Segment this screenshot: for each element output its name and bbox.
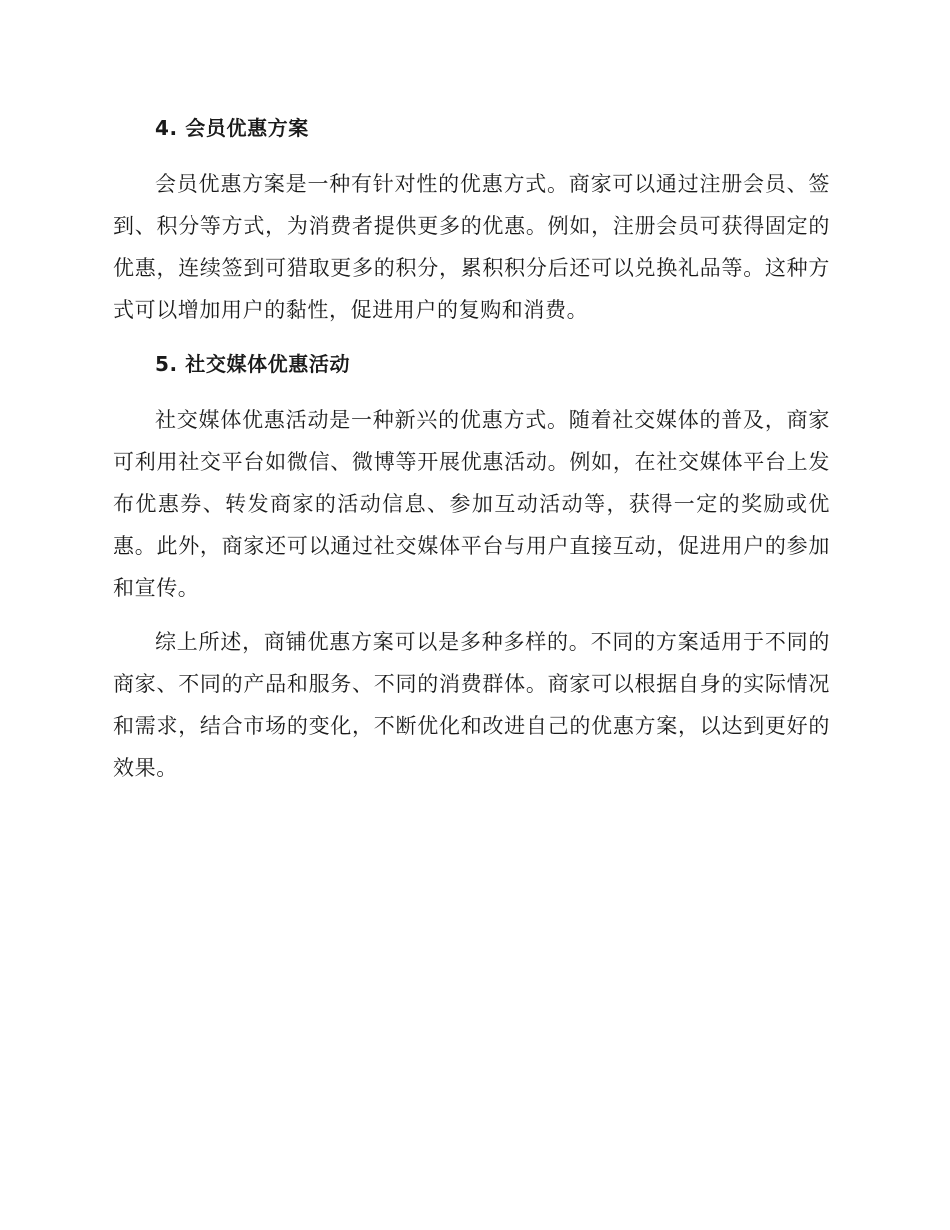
section-paragraph-membership: 会员优惠方案是一种有针对性的优惠方式。商家可以通过注册会员、签到、积分等方式，为消费者提供更多的优惠。例如，注册会员可获得固定的优惠，连续签到可猎取更多的积分，累积积分后还可以兑换礼品等。这种方式可以增加用户的黏性，促进用户的复购和消费。 xyxy=(113,172,830,322)
section-paragraph-social-media: 社交媒体优惠活动是一种新兴的优惠方式。随着社交媒体的普及，商家可利用社交平台如微信、微博等开展优惠活动。例如，在社交媒体平台上发布优惠券、转发商家的活动信息、参加互动活动等，获得一定的奖励或优惠。此外，商家还可以通过社交媒体平台与用户直接互动，促进用户的参加和宣传。 xyxy=(113,408,830,600)
section-heading-social-media: 5. 社交媒体优惠活动 xyxy=(155,352,351,376)
document-body xyxy=(113,107,830,801)
section-heading-membership: 4. 会员优惠方案 xyxy=(155,116,309,140)
conclusion-paragraph: 综上所述，商铺优惠方案可以是多种多样的。不同的方案适用于不同的商家、不同的产品和服务、不同的消费群体。商家可以根据自身的实际情况和需求，结合市场的变化，不断优化和改进自己的优惠方案，以达到更好的效果。 xyxy=(113,630,830,780)
